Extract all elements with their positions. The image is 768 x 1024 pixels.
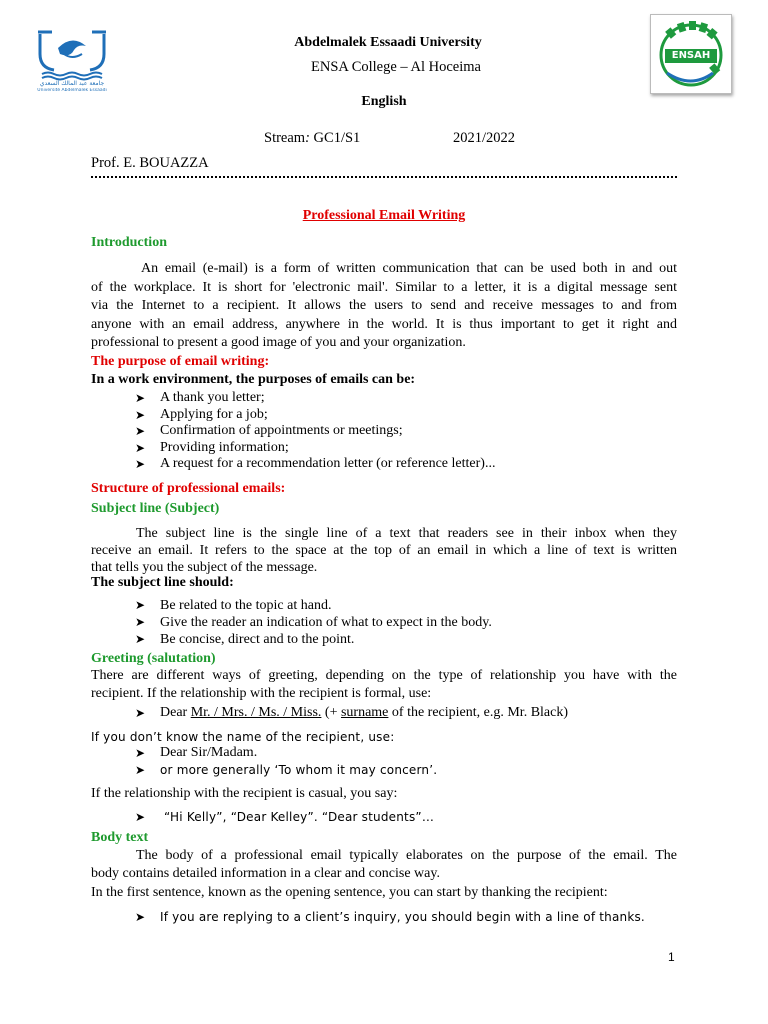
list-item: ➤ Confirmation of appointments or meetings;	[135, 423, 403, 438]
course-name: English	[361, 94, 407, 109]
intro-line: An email (e-mail) is a form of written communication that can be used both in and out	[141, 261, 677, 276]
subject-list	[135, 597, 492, 648]
intro-line: via the Internet to a recipient. It allows the users to send and receive messages to and from	[91, 298, 677, 313]
ensah-logo	[650, 14, 732, 94]
greeting-line: There are different ways of greeting, depending on the type of relationship you have with the	[91, 668, 677, 683]
arrow-bullet-icon: ➤	[135, 598, 146, 612]
subject-should-heading: The subject line should:	[91, 575, 234, 590]
purpose-subheading: In a work environment, the purposes of emails can be:	[91, 372, 416, 387]
list-item: ➤ If you are replying to a client’s inquiry, you should begin with a line of thanks.	[135, 910, 645, 924]
university-logo-latin: Université Abdelmalek Essaadi	[37, 88, 107, 93]
casual-line: If the relationship with the recipient is casual, you say:	[91, 786, 398, 801]
subject-heading: Subject line (Subject)	[91, 501, 220, 516]
arrow-bullet-icon: ➤	[135, 632, 146, 646]
document-title: Professional Email Writing	[302, 208, 466, 223]
list-item: ➤ Providing information;	[135, 439, 289, 455]
arrow-bullet-icon: ➤	[135, 391, 146, 405]
academic-year: 2021/2022	[453, 130, 516, 146]
list-item: ➤ Be related to the topic at hand.	[135, 598, 332, 613]
college-name: ENSA College – Al Hoceima	[311, 59, 481, 75]
ensah-logo-text: ENSAH	[671, 50, 711, 61]
intro-paragraph	[91, 260, 677, 353]
reply-list	[135, 909, 645, 927]
arrow-bullet-icon: ➤	[135, 910, 146, 924]
page-number: 1	[668, 950, 675, 964]
formal-titles: Mr. / Mrs. / Ms. / Miss.	[190, 705, 322, 720]
arrow-bullet-icon: ➤	[135, 407, 146, 422]
intro-line: professional to present a good image of you and your organization.	[91, 335, 466, 350]
arrow-bullet-icon: ➤	[135, 762, 146, 777]
arrow-bullet-icon: ➤	[135, 440, 146, 455]
surname-text: surname	[340, 705, 389, 720]
professor-name: Prof. E. BOUAZZA	[91, 155, 209, 171]
subject-line: receive an email. It refers to the space at the top of an email in which a line of text is written	[91, 543, 677, 558]
university-name: Abdelmalek Essaadi University	[294, 35, 482, 50]
arrow-bullet-icon: ➤	[135, 746, 146, 760]
list-item: ➤ “Hi Kelly”, “Dear Kelley”. “Dear students”…	[135, 810, 435, 824]
arrow-bullet-icon: ➤	[135, 457, 146, 471]
greeting-paragraph	[91, 667, 677, 702]
intro-heading: Introduction	[91, 235, 167, 250]
body-heading: Body text	[91, 830, 149, 845]
list-item: ➤ A request for a recommendation letter (or reference letter)...	[135, 456, 496, 471]
formal-list	[135, 705, 568, 722]
dotted-divider	[91, 176, 677, 184]
list-item: ➤ A thank you letter;	[135, 390, 265, 405]
list-item: ➤ Dear Sir/Madam.	[135, 745, 258, 760]
list-item: ➤ Give the reader an indication of what to expect in the body.	[135, 615, 492, 630]
list-item: ➤ Be concise, direct and to the point.	[135, 632, 355, 647]
subject-line: that tells you the subject of the message.	[91, 560, 318, 575]
list-item: ➤ Applying for a job;	[135, 406, 268, 422]
list-item: ➤ Dear Mr. / Mrs. / Ms. / Miss. (+ surname of the recipient, e.g. Mr. Black)	[135, 705, 569, 720]
body-paragraph	[91, 847, 677, 882]
subject-paragraph	[91, 525, 677, 576]
stream-info: Stream: GC1/S1	[264, 130, 361, 146]
intro-line: anyone with an email address, anywhere in the world. It is thus important to get it right and	[91, 316, 677, 332]
arrow-bullet-icon: ➤	[135, 615, 146, 629]
university-logo-arabic: جامعة عبد المالك السعدي	[39, 80, 105, 87]
list-item: ➤ or more generally ‘To whom it may concern’.	[135, 762, 438, 777]
arrow-bullet-icon: ➤	[135, 424, 146, 438]
purpose-list	[135, 390, 495, 473]
stream-value: GC1/S1	[313, 130, 361, 146]
greeting-line: recipient. If the relationship with the recipient is formal, use:	[91, 685, 432, 701]
purpose-heading: The purpose of email writing:	[91, 354, 270, 369]
unknown-list	[135, 745, 437, 779]
intro-line: of the workplace. It is short for 'electronic mail'. Similar to a letter, it is a digital message sent	[91, 279, 677, 295]
arrow-bullet-icon: ➤	[135, 810, 146, 824]
arrow-bullet-icon: ➤	[135, 706, 146, 720]
unknown-name-line: If you don’t know the name of the recipient, use:	[91, 730, 395, 744]
body-line: body contains detailed information in a clear and concise way.	[91, 865, 440, 881]
casual-list	[135, 809, 434, 827]
subject-line: The subject line is the single line of a text that readers see in their inbox when they	[136, 526, 677, 541]
greeting-heading: Greeting (salutation)	[91, 651, 216, 666]
structure-heading: Structure of professional emails:	[91, 481, 286, 496]
stream-label: Stream	[264, 130, 306, 146]
first-sentence-line: In the first sentence, known as the opening sentence, you can start by thanking the recipient:	[91, 885, 608, 900]
body-line: The body of a professional email typically elaborates on the purpose of the email. The	[136, 848, 677, 863]
